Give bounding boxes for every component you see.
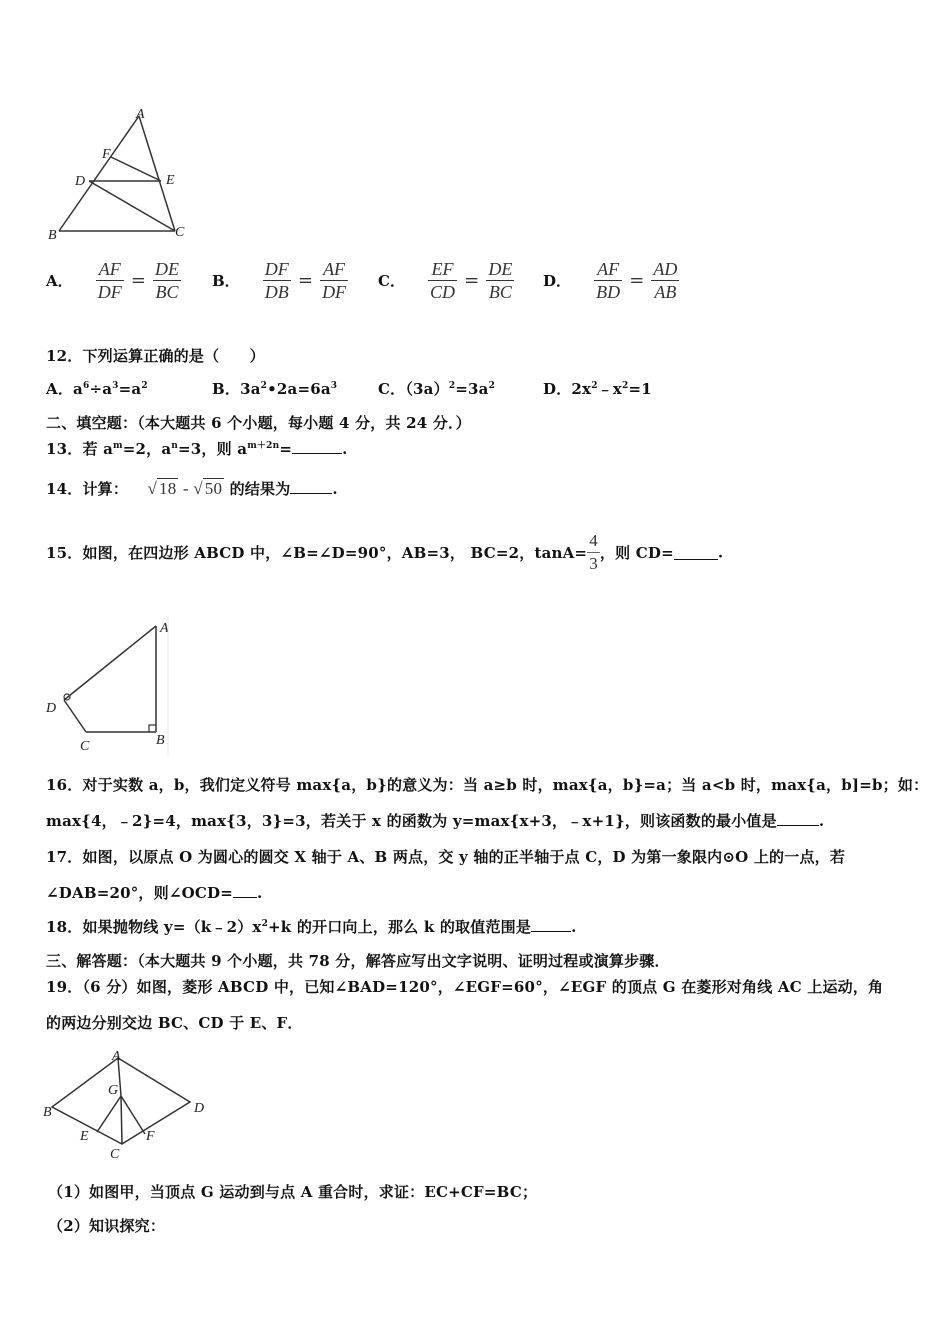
fraction: $\frac{EF}{CD}$ bbox=[430, 259, 456, 302]
q14: 14．计算： √ 18 - √ 50 的结果为 . bbox=[46, 479, 338, 498]
q19-sub-1: （1）如图甲，当顶点 G 运动到与点 A 重合时，求证：EC+CF=BC； bbox=[48, 1183, 538, 1201]
q16-line-2: max{4，﹣2}=4，max{3，3}=3，若关于 x 的函数为 y=max{x+3，﹣x+1}，则该函数的最小值是 . bbox=[46, 812, 825, 830]
answer-blank[interactable] bbox=[777, 811, 819, 826]
sqrt-50: √ 50 bbox=[193, 479, 223, 498]
point-label-e: E bbox=[166, 173, 175, 188]
point-label-c: C bbox=[110, 1147, 120, 1162]
q19-figure bbox=[42, 1048, 212, 1162]
point-label-a: A bbox=[160, 621, 169, 636]
point-label-a: A bbox=[136, 107, 145, 122]
point-label-d: D bbox=[75, 174, 86, 189]
q19-line-2: 的两边分别交边 BC、CD 于 E、F． bbox=[46, 1014, 303, 1032]
point-label-f: F bbox=[146, 1129, 155, 1144]
q19-line-1: 19．（6 分）如图，菱形 ABCD 中，已知∠BAD=120°，∠EGF=60°，∠EGF 的顶点 G 在菱形对角线 AC 上运动，角 bbox=[46, 978, 884, 996]
point-label-b: B bbox=[156, 733, 165, 748]
fraction: $\frac{AF}{DF}$ bbox=[97, 259, 122, 302]
fraction-4-3: $\frac{4}{3}$ bbox=[589, 531, 598, 573]
q19-sub-2: （2）知识探究： bbox=[48, 1217, 166, 1235]
q12-option-a[interactable]: A．$a^6\div a^3=a^2$ bbox=[46, 380, 148, 398]
q17-line-2: ∠DAB=20°，则∠OCD= . bbox=[46, 884, 263, 902]
q17-line-1: 17．如图，以原点 O 为圆心的圆交 X 轴于 A、B 两点，交 y 轴的正半轴于点 C，D 为第一象限内⊙O 上的一点，若 bbox=[46, 848, 846, 866]
q16-line-1: 16．对于实数 a，b，我们定义符号 max{a，b}的意义为：当 a≥b 时，max{a，b}=a；当 a<b 时，max{a，b]=b；如： bbox=[46, 776, 929, 794]
q12-option-c[interactable]: C．$(3a)^2=3a^2$ bbox=[378, 380, 496, 398]
q13: 13．若 $a^m=2$，$a^n=3$，则 $a^{m+2n}=$ . bbox=[46, 440, 348, 458]
point-label-g: G bbox=[108, 1083, 119, 1098]
section-2-heading: 二、填空题：（本大题共 6 个小题，每小题 4 分，共 24 分．） bbox=[46, 414, 471, 432]
point-label-b: B bbox=[48, 228, 57, 243]
answer-blank[interactable] bbox=[531, 917, 571, 932]
point-label-c: C bbox=[175, 225, 185, 240]
fraction: $\frac{DE}{BC}$ bbox=[488, 259, 513, 302]
q15-figure bbox=[44, 616, 180, 756]
q15: 15．如图，在四边形 ABCD 中，∠B=∠D=90°，AB=3， BC=2，tanA= $\frac{4}{3}$ ，则 CD= . bbox=[46, 531, 724, 573]
sqrt-18: √ 18 bbox=[147, 479, 177, 498]
q11-option-a[interactable]: A． $\frac{AF}{DF}$ = $\frac{DE}{BC}$ bbox=[46, 259, 180, 302]
point-label-e: E bbox=[80, 1129, 89, 1144]
point-label-c: C bbox=[80, 739, 90, 754]
answer-blank[interactable] bbox=[292, 439, 342, 454]
q11-figure bbox=[44, 104, 194, 244]
q12-option-b[interactable]: B．$3a^2•2a=6a^3$ bbox=[212, 380, 338, 398]
point-label-d: D bbox=[46, 701, 57, 716]
point-label-b: B bbox=[43, 1105, 52, 1120]
q11-option-b[interactable]: B． $\frac{DF}{DB}$ = $\frac{AF}{DF}$ bbox=[212, 259, 347, 302]
fraction: $\frac{AD}{AB}$ bbox=[653, 259, 678, 302]
q18: 18．如果抛物线 $y=(k﹣2)x^2+k$ 的开口向上，那么 k 的取值范围是 . bbox=[46, 918, 577, 936]
point-label-a: A bbox=[112, 1049, 121, 1064]
answer-blank[interactable] bbox=[290, 479, 332, 494]
q12-stem: 12．下列运算正确的是（ ） bbox=[46, 347, 265, 365]
fraction: $\frac{DE}{BC}$ bbox=[155, 259, 180, 302]
answer-blank[interactable] bbox=[233, 883, 257, 898]
fraction: $\frac{DF}{DB}$ bbox=[264, 259, 289, 302]
section-3-heading: 三、解答题：（本大题共 9 个小题，共 78 分，解答应写出文字说明、证明过程或演算步骤． bbox=[46, 952, 670, 970]
point-label-d: D bbox=[194, 1101, 205, 1116]
q11-option-c[interactable]: C． $\frac{EF}{CD}$ = $\frac{DE}{BC}$ bbox=[378, 259, 513, 302]
fraction: $\frac{AF}{BD}$ bbox=[596, 259, 621, 302]
point-label-f: F bbox=[102, 147, 111, 162]
q11-option-d[interactable]: D． $\frac{AF}{BD}$ = $\frac{AD}{AB}$ bbox=[543, 259, 678, 302]
answer-blank[interactable] bbox=[674, 545, 718, 560]
q12-option-d[interactable]: D．$2x^2﹣x^2=1$ bbox=[543, 380, 652, 398]
fraction: $\frac{AF}{DF}$ bbox=[322, 259, 347, 302]
